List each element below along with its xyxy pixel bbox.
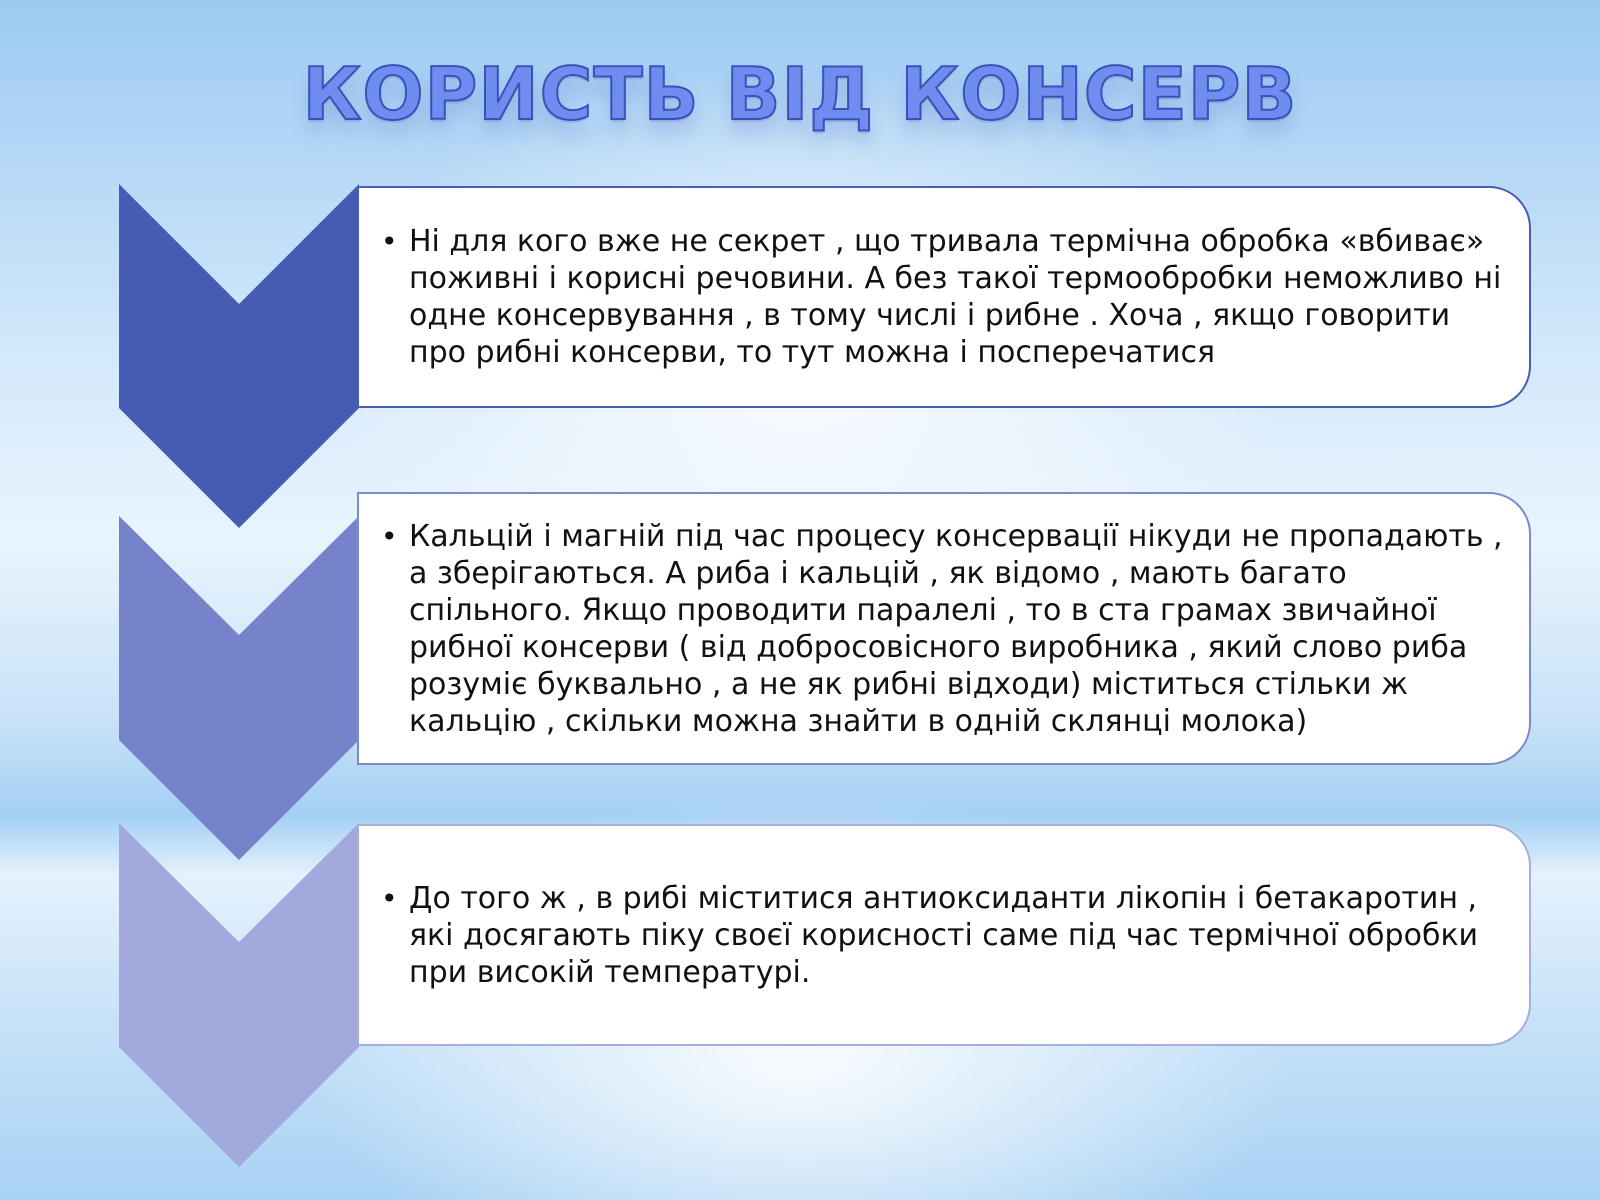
step-3-list <box>359 880 1529 991</box>
step-1-text: • Ні для кого вже не секрет , що тривала термічна обробка «вбиває» поживні і корисні речовини. А без такої термообробки неможливо ні одне консервування , в тому числі і рибне . Хоча , якщо говорити про рибні консерви, то тут можна і посперечатися <box>409 223 1513 371</box>
chevron-3 <box>119 823 359 1167</box>
step-card-1 <box>357 186 1531 408</box>
step-card-2 <box>357 492 1531 765</box>
step-card-3 <box>357 824 1531 1046</box>
step-1-list <box>359 223 1529 371</box>
chevron-1 <box>119 184 359 528</box>
step-2-list <box>359 518 1529 740</box>
step-3-text: • До того ж , в рибі міститися антиоксиданти лікопін і бетакаротин , які досягають піку своєї корисності саме під час термічної обробки при високій температурі. <box>409 880 1513 991</box>
chevron-2 <box>119 516 359 860</box>
slide-title: КОРИСТЬ ВІД КОНСЕРВ <box>302 52 1298 136</box>
step-2-text: • Кальцій і магній під час процесу консервації нікуди не пропадають , а зберігаються. А риба і кальцій , як відомо , мають багато спільного. Якщо проводити паралелі , то в ста грамах звичайної рибної консерви ( від добросовісного виробника , який слово риба розуміє буквально , а не як рибні відходи) міститься стільки ж кальцію , скільки можна знайти в одній склянці молока) <box>409 518 1513 740</box>
